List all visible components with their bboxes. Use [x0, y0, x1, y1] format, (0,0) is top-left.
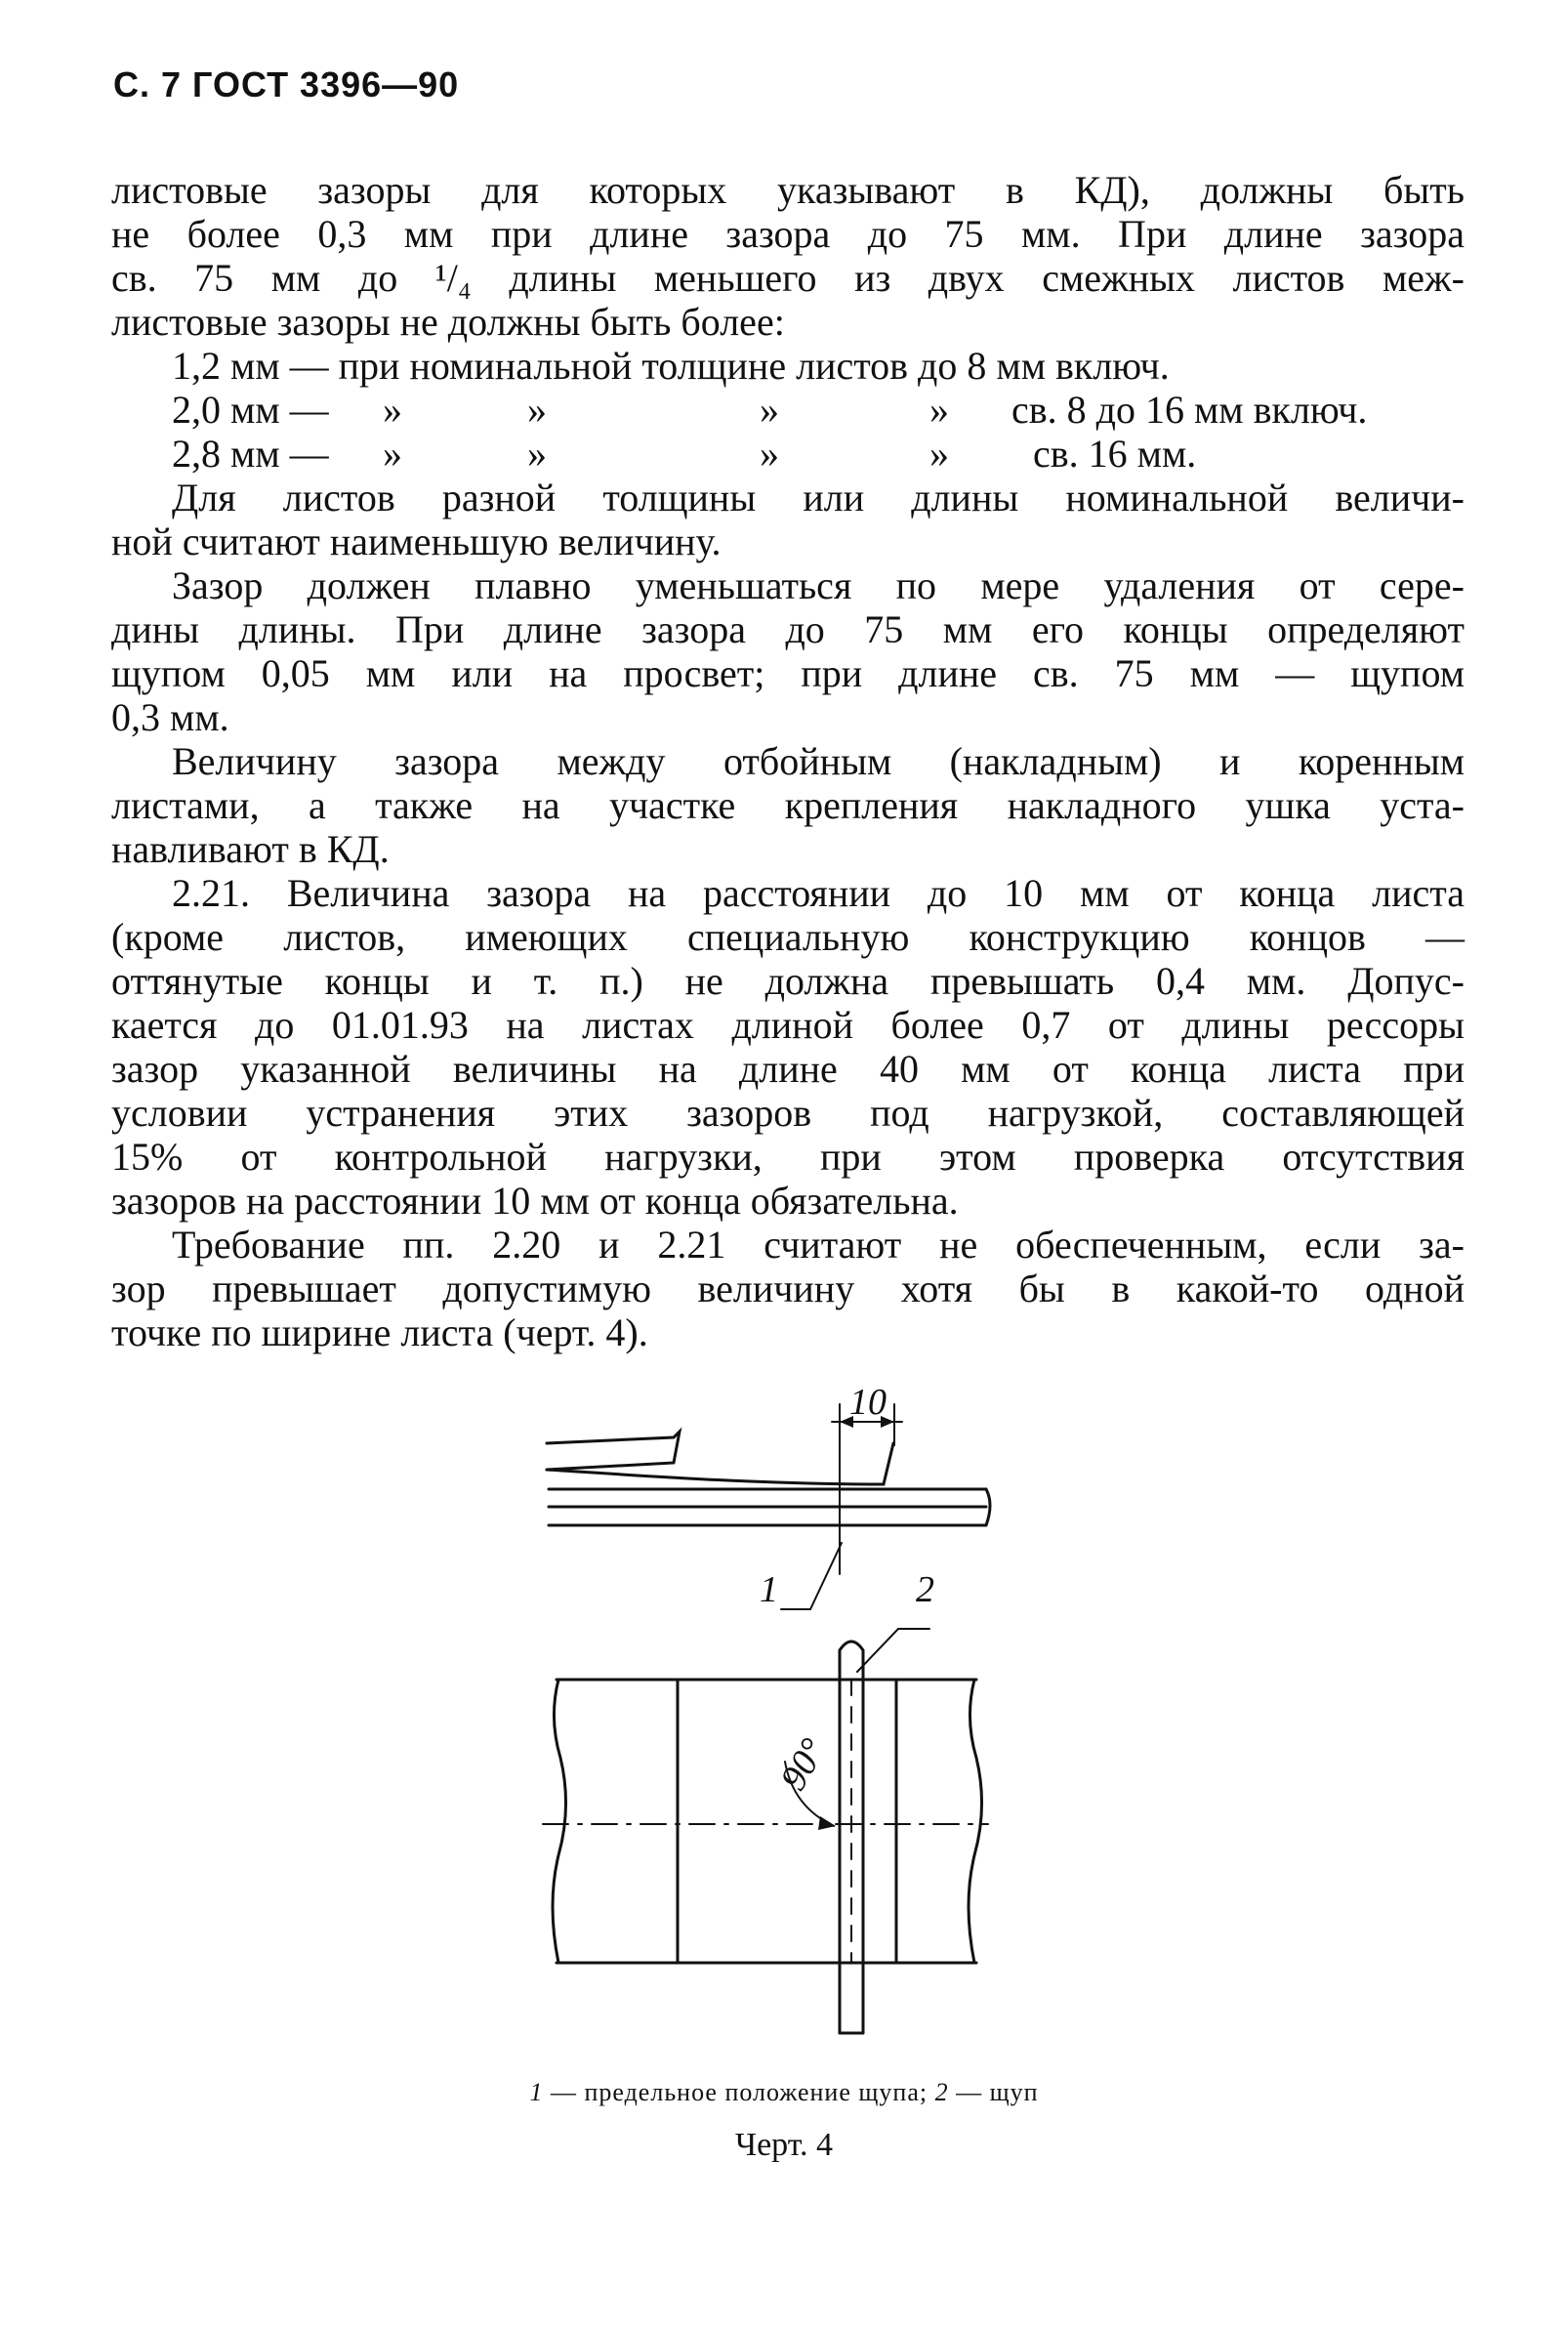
- ditto-mark: »: [929, 432, 949, 476]
- text-line: точке по ширине листа (черт. 4).: [111, 1310, 648, 1354]
- ditto-mark: »: [929, 388, 949, 432]
- page-header: С. 7 ГОСТ 3396—90: [113, 64, 460, 104]
- text-line: Величину зазора между отбойным (накладным) и коренным: [172, 739, 1465, 783]
- upper-leaf-curve: [547, 1443, 893, 1484]
- text-line: Для листов разной толщины или длины номинальной величи-: [172, 476, 1465, 519]
- legend-text-1: — предельное положение щупа;: [543, 2078, 935, 2106]
- figure-legend: [0, 2078, 1568, 2107]
- text-line: листовые зазоры не должны быть более:: [111, 300, 785, 344]
- ditto-mark: »: [760, 388, 779, 432]
- text-line: Зазор должен плавно уменьшаться по мере удаления от сере-: [172, 563, 1465, 607]
- text-line: навливают в КД.: [111, 827, 390, 871]
- angle-label: 90°: [772, 1731, 835, 1798]
- tolerance-range: св. 8 до 16 мм включ.: [1011, 388, 1368, 432]
- text-line: кается до 01.01.93 на листах длиной более 0,7 от длины рессоры: [111, 1003, 1465, 1047]
- legend-num-2: 2: [934, 2078, 949, 2106]
- text-line: листами, а также на участке крепления накладного ушка уста-: [111, 783, 1465, 827]
- text-line: щупом 0,05 мм или на просвет; при длине св. 75 мм — щупом: [111, 651, 1465, 695]
- tolerance-value: 2,0 мм —: [172, 388, 329, 432]
- upper-leaf-end: [547, 1432, 680, 1470]
- ditto-mark: »: [383, 432, 402, 476]
- figure-label-1: 1: [760, 1569, 778, 1610]
- text-line: зор превышает допустимую величину хотя бы в какой-то одной: [111, 1267, 1465, 1310]
- text-line: св. 75 мм до ¹/₄ длины меньшего из двух смежных листов меж-: [111, 256, 1465, 300]
- ditto-mark: »: [527, 388, 547, 432]
- ditto-mark: »: [760, 432, 779, 476]
- text-line: Требование пп. 2.20 и 2.21 считают не обеспеченным, если за-: [172, 1223, 1465, 1267]
- text-line: ной считают наименьшую величину.: [111, 519, 722, 563]
- ditto-mark: »: [527, 432, 547, 476]
- ditto-mark: »: [383, 388, 402, 432]
- leader-line-2: [857, 1629, 929, 1672]
- text-line: зазоров на расстоянии 10 мм от конца обязательна.: [111, 1179, 959, 1223]
- text-line: листовые зазоры для которых указывают в КД), должны быть: [111, 168, 1465, 212]
- text-line: 15% от контрольной нагрузки, при этом проверка отсутствия: [111, 1135, 1465, 1179]
- plan-right-break: [969, 1680, 982, 1963]
- legend-text-2: — щуп: [948, 2078, 1039, 2106]
- tolerance-row-1: 1,2 мм — при номинальной толщине листов до 8 мм включ.: [172, 344, 1170, 388]
- text-line: зазор указанной величины на длине 40 мм от конца листа при: [111, 1047, 1465, 1091]
- probe-tip: [840, 1641, 863, 1664]
- dimension-label: 10: [849, 1382, 887, 1423]
- legend-num-1: 1: [529, 2078, 544, 2106]
- tolerance-range: св. 16 мм.: [1033, 432, 1197, 476]
- figure-label-2: 2: [916, 1569, 934, 1610]
- text-line: оттянутые концы и т. п.) не должна превышать 0,4 мм. Допус-: [111, 959, 1465, 1003]
- text-line: не более 0,3 мм при длине зазора до 75 мм. При длине зазора: [111, 212, 1465, 256]
- text-line: условии устранения этих зазоров под нагрузкой, составляющей: [111, 1091, 1465, 1135]
- text-line: дины длины. При длине зазора до 75 мм его концы определяют: [111, 607, 1465, 651]
- text-line: (кроме листов, имеющих специальную конструкцию концов —: [111, 915, 1465, 959]
- angle-arrowhead: [818, 1816, 836, 1830]
- figure-title: Черт. 4: [734, 2127, 834, 2163]
- text-line: 2.21. Величина зазора на расстоянии до 10 мм от конца листа: [172, 871, 1465, 915]
- tolerance-value: 2,8 мм —: [172, 432, 329, 476]
- plan-left-break: [553, 1680, 566, 1963]
- text-line: 0,3 мм.: [111, 695, 229, 739]
- leader-line-1: [781, 1543, 842, 1609]
